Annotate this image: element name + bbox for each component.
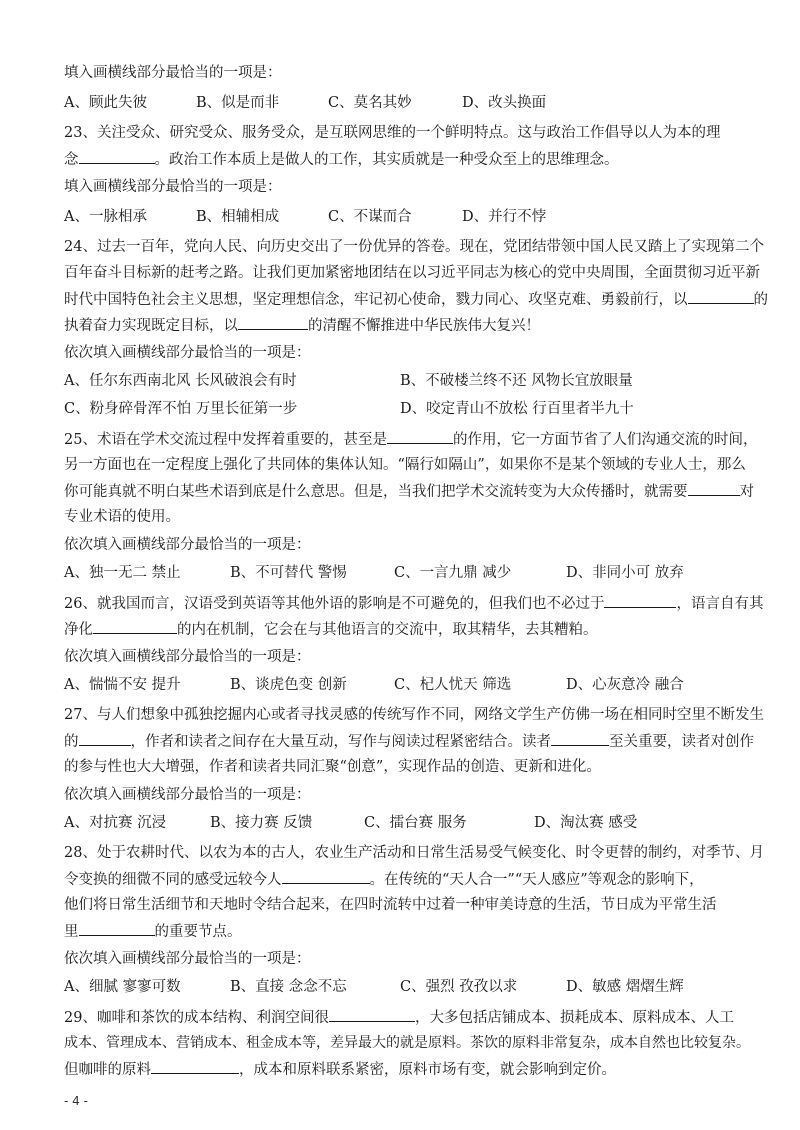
q24-prompt: 依次填入画横线部分最恰当的一项是：: [64, 345, 311, 361]
q24-option-d: D、咬定青山不放松 行百里者半九十: [400, 401, 634, 417]
q27-prompt: 依次填入画横线部分最恰当的一项是：: [64, 787, 311, 803]
q24-line-1: 24、过去一百年，党向人民、向历史交出了一份优异的答卷。现在，党团结带领中国人民又踏上了实现第二个: [64, 239, 764, 255]
q28-blank-2: [79, 920, 155, 936]
q29-blank-2: [151, 1058, 239, 1074]
q29-line-2: 成本、管理成本、营销成本、租金成本等，差异最大的就是原料。茶饮的原料非常复杂，成本自然也比较复杂。: [64, 1035, 750, 1051]
q27-blank-1: [79, 730, 131, 746]
q29-line-1: 29、咖啡和茶饮的成本结构、利润空间很 ，大多包括店铺成本、损耗成本、原料成本、人工: [64, 1006, 746, 1029]
q23-line-2: 念 。政治工作本质上是做人的工作，其实质就是一种受众至上的思维理念。: [64, 148, 746, 171]
q26-option-d: D、心灰意冷 融合: [566, 677, 684, 693]
q22-prompt: 填入画横线部分最恰当的一项是：: [64, 65, 282, 81]
q25-option-a: A、独一无二 禁止: [64, 565, 181, 581]
q22-option-b: B、似是而非: [196, 95, 280, 111]
q27-option-d: D、淘汰赛 感受: [534, 815, 638, 831]
q27-option-c: C、擂台赛 服务: [364, 815, 467, 831]
q28-line-3: 他们将日常生活细节和天地时令结合起来，在四时流转中过着一种审美诗意的生活，节日成为平常生活: [64, 897, 717, 913]
q25-line-1: 25、术语在学术交流过程中发挥着重要的，甚至是 的作用，它一方面节省了人们沟通交流的时间，: [64, 428, 746, 451]
q26-option-a: A、惴惴不安 提升: [64, 677, 181, 693]
q28-line-1: 28、处于农耕时代、以农为本的古人，农业生产活动和日常生活易受气候变化、时令更替的制约，对季节、月: [64, 845, 764, 861]
q23-option-b: B、相辅相成: [196, 209, 280, 225]
q28-option-a: A、细腻 寥寥可数: [64, 979, 181, 995]
q23-option-c: C、不谋而合: [328, 209, 412, 225]
q23-option-d: D、并行不悖: [462, 209, 547, 225]
q23-prompt: 填入画横线部分最恰当的一项是：: [64, 179, 282, 195]
q27-blank-2: [551, 730, 609, 746]
q28-option-d: D、敏感 熠熠生辉: [566, 979, 684, 995]
q24-blank-2: [238, 314, 308, 330]
q23-line-1: 23、关注受众、研究受众、服务受众，是互联网思维的一个鲜明特点。这与政治工作倡导以人为本的理: [64, 125, 721, 141]
q26-line-1: 26、就我国而言，汉语受到英语等其他外语的影响是不可避免的，但我们也不必过于 ，语言自有其: [64, 592, 746, 615]
q26-prompt: 依次填入画横线部分最恰当的一项是：: [64, 649, 311, 665]
q28-option-b: B、直接 念念不忘: [230, 979, 347, 995]
q27-option-b: B、接力赛 反馈: [210, 815, 313, 831]
q27-line-2: 的 ，作者和读者之间存在大量互动，写作与阅读过程紧密结合。读者 至关重要，读者对创作: [64, 730, 746, 753]
q29-line-3: 但咖啡的原料 ，成本和原料联系紧密，原料市场有变，就会影响到定价。: [64, 1058, 746, 1081]
q22-option-c: C、莫名其妙: [328, 95, 412, 111]
page-number: - 4 -: [64, 1094, 88, 1108]
q22-option-a: A、顾此失彼: [64, 95, 147, 111]
q28-prompt: 依次填入画横线部分最恰当的一项是：: [64, 951, 311, 967]
q24-line-3: 时代中国特色社会主义思想，坚定理想信念，牢记初心使命，戮力同心、攻坚克难、勇毅前行，以 的: [64, 288, 746, 311]
q23-option-a: A、一脉相承: [64, 209, 147, 225]
q29-blank-1: [329, 1006, 415, 1022]
q24-blank-1: [688, 288, 754, 304]
q25-option-d: D、非同小可 放弃: [566, 565, 684, 581]
q24-option-c: C、粉身碎骨浑不怕 万里长征第一步: [64, 401, 298, 417]
q25-option-c: C、一言九鼎 减少: [394, 565, 512, 581]
q25-line-2: 另一方面也在一定程度上强化了共同体的集体认知。“隔行如隔山”，如果你不是某个领域的专业人士，那么: [64, 457, 746, 473]
q28-line-2: 令变换的细微不同的感受远较今人 。在传统的“天人合一”“天人感应”等观念的影响下，: [64, 868, 746, 891]
q25-blank-1: [387, 428, 453, 444]
q27-line-3: 的参与性也大大增强，作者和读者共同汇聚“创意”，实现作品的创造、更新和进化。: [64, 759, 601, 775]
q23-blank: [79, 148, 155, 164]
q25-option-b: B、不可替代 警惕: [230, 565, 347, 581]
q27-option-a: A、对抗赛 沉浸: [64, 815, 167, 831]
q27-line-1: 27、与人们想象中孤独挖掘内心或者寻找灵感的传统写作不同，网络文学生产仿佛一场在相同时空里不断发生: [64, 707, 764, 723]
q26-blank-2: [93, 618, 177, 634]
q25-prompt: 依次填入画横线部分最恰当的一项是：: [64, 537, 311, 553]
q26-option-c: C、杞人忧天 筛选: [394, 677, 512, 693]
q25-line-3: 你可能真就不明白某些术语到底是什么意思。但是，当我们把学术交流转变为大众传播时，就需要 对: [64, 480, 746, 503]
q24-line-4: 执着奋力实现既定目标，以 的清醒不懈推进中华民族伟大复兴！: [64, 314, 746, 337]
q26-option-b: B、谈虎色变 创新: [230, 677, 347, 693]
q26-blank-1: [604, 592, 676, 608]
q28-option-c: C、强烈 孜孜以求: [400, 979, 518, 995]
q28-line-4: 里 的重要节点。: [64, 920, 746, 943]
q24-option-a: A、任尔东西南北风 长风破浪会有时: [64, 373, 297, 389]
q26-line-2: 净化 的内在机制，它会在与其他语言的交流中，取其精华，去其糟粕。: [64, 618, 746, 641]
q22-option-d: D、改头换面: [462, 95, 547, 111]
q24-line-2: 百年奋斗目标新的赶考之路。让我们更加紧密地团结在以习近平同志为核心的党中央周围，全面贯彻习近平新: [64, 265, 760, 281]
q28-blank-1: [282, 868, 370, 884]
q25-blank-2: [688, 480, 740, 496]
q24-option-b: B、不破楼兰终不还 风物长宜放眼量: [400, 373, 633, 389]
q25-line-4: 专业术语的使用。: [64, 509, 180, 525]
